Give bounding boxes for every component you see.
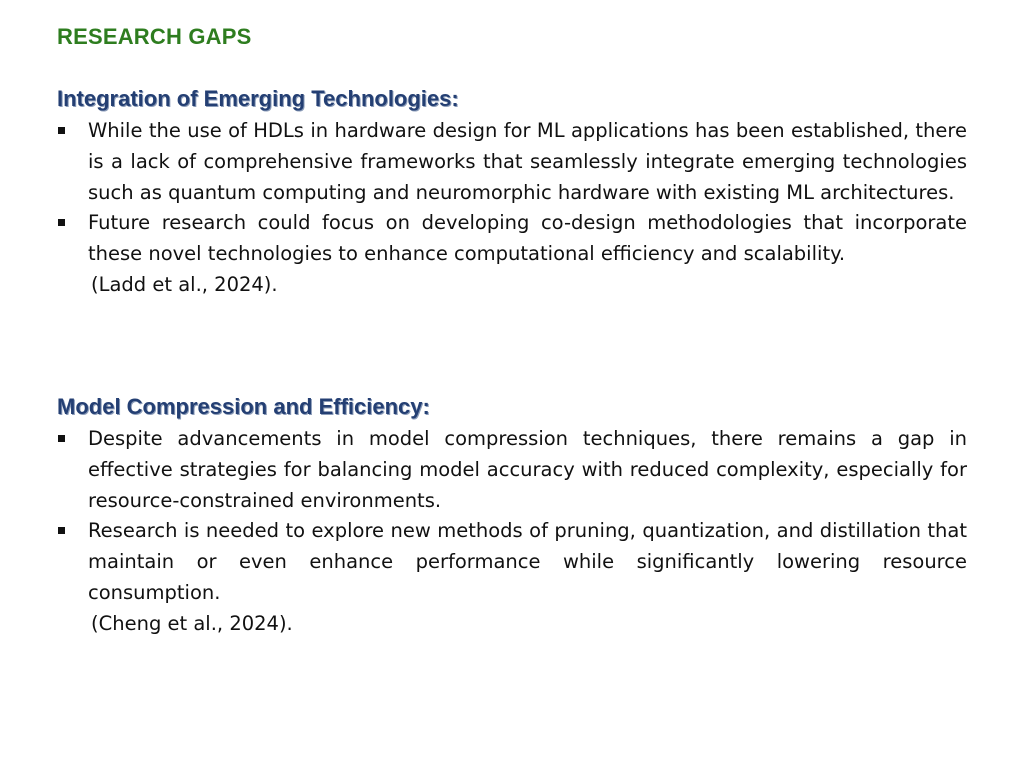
section-model-compression [57, 392, 967, 640]
bullet-text: Research is needed to explore new methods of pruning, quantization, and distillation that maintain or even enhance performance while significantly lowering resource consumption. [88, 519, 967, 604]
bullet-item [57, 516, 967, 608]
section-heading: Integration of Emerging Technologies: [57, 86, 459, 111]
citation: (Cheng et al., 2024). [91, 611, 293, 635]
bullet-item [57, 424, 967, 516]
section-heading: Model Compression and Efficiency: [57, 394, 430, 419]
citation: (Ladd et al., 2024). [91, 272, 278, 296]
bullet-item [57, 208, 967, 270]
square-bullet-icon [58, 527, 65, 534]
square-bullet-icon [58, 127, 65, 134]
bullet-text: While the use of HDLs in hardware design for ML applications has been established, there is a lack of comprehensive frameworks that seamlessly integrate emerging technologies such as quantum computing and neuromorphic hardware with existing ML architectures. [88, 119, 967, 204]
bullet-text: Future research could focus on developing co-design methodologies that incorporate these novel technologies to enhance computational efficiency and scalability. [88, 211, 967, 266]
bullet-list [57, 424, 967, 609]
bullet-list [57, 116, 967, 270]
slide-title: RESEARCH GAPS [57, 24, 252, 49]
square-bullet-icon [58, 435, 65, 442]
bullet-text: Despite advancements in model compression techniques, there remains a gap in effective strategies for balancing model accuracy with reduced complexity, especially for resource-constrained environments. [88, 427, 967, 512]
section-emerging-technologies [57, 84, 967, 301]
square-bullet-icon [58, 219, 65, 226]
bullet-item [57, 116, 967, 208]
